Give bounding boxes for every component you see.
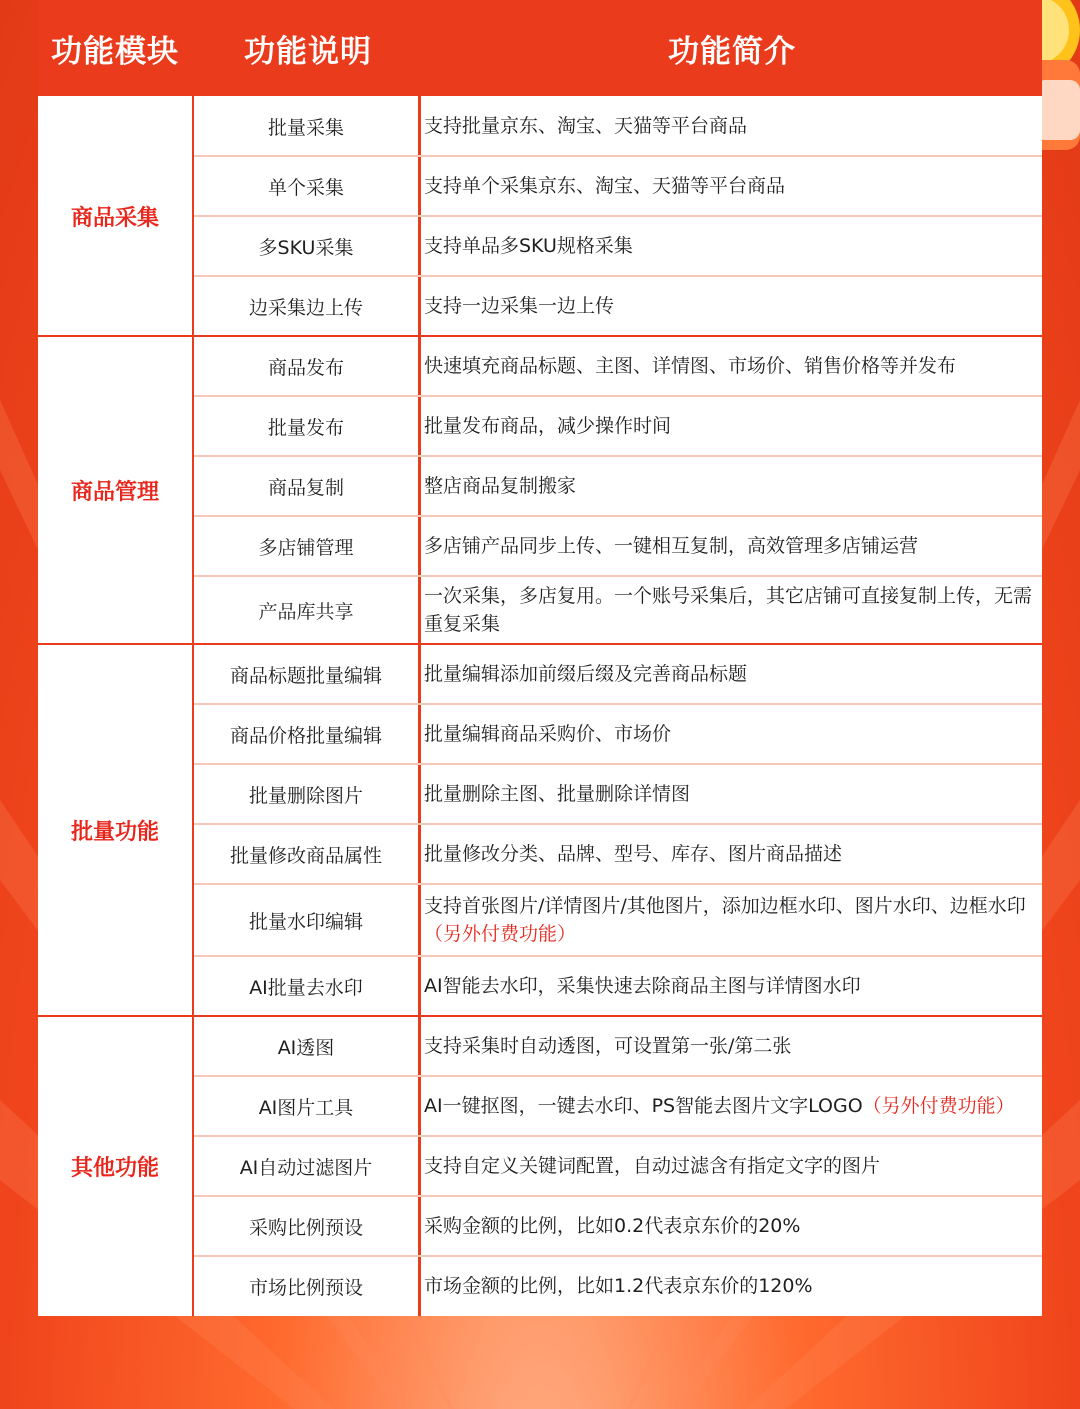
paid-feature-note: （另外付费功能） xyxy=(862,1095,1015,1117)
feature-description xyxy=(424,336,1034,396)
description-text: 支持单品多SKU规格采集 xyxy=(424,235,633,257)
description-text: 批量编辑商品采购价、市场价 xyxy=(424,723,672,745)
description-text: 整店商品复制搬家 xyxy=(424,475,577,497)
feature-description xyxy=(424,824,1034,884)
feature-name: 商品发布 xyxy=(267,356,344,379)
feature-name: 单个采集 xyxy=(267,176,344,199)
category-label: 商品采集 xyxy=(70,205,159,231)
description-text: 批量编辑添加前缀后缀及完善商品标题 xyxy=(424,663,748,685)
feature-name: 商品价格批量编辑 xyxy=(229,724,382,747)
feature-description xyxy=(424,704,1034,764)
description-text: 支持批量京东、淘宝、天猫等平台商品 xyxy=(424,115,748,137)
feature-description xyxy=(424,1256,1034,1316)
category-label: 其他功能 xyxy=(70,1155,159,1181)
feature-name: AI图片工具 xyxy=(258,1096,354,1119)
feature-description xyxy=(424,96,1034,156)
header-feature: 功能说明 xyxy=(244,33,372,70)
description-text: 采购金额的比例，比如0.2代表京东价的20% xyxy=(424,1215,801,1237)
description-text: 支持一边采集一边上传 xyxy=(424,295,615,317)
description-text: AI一键抠图，一键去水印、PS智能去图片文字LOGO（另外付费功能） xyxy=(424,1095,1015,1117)
description-text: 快速填充商品标题、主图、详情图、市场价、销售价格等并发布 xyxy=(424,355,957,377)
header-module: 功能模块 xyxy=(51,33,179,70)
feature-description xyxy=(424,644,1034,704)
feature-name: 批量采集 xyxy=(267,116,344,139)
feature-name: 边采集边上传 xyxy=(248,296,363,319)
feature-description xyxy=(424,156,1034,216)
feature-name: 批量删除图片 xyxy=(248,784,363,807)
row-divider xyxy=(194,215,1042,217)
feature-description xyxy=(424,516,1034,576)
row-divider xyxy=(194,823,1042,825)
feature-description xyxy=(424,396,1034,456)
feature-name: AI自动过滤图片 xyxy=(239,1156,373,1179)
feature-name: 采购比例预设 xyxy=(248,1216,363,1239)
description-text: 批量修改分类、品牌、型号、库存、图片商品描述 xyxy=(424,843,843,865)
row-divider xyxy=(194,395,1042,397)
feature-name: AI批量去水印 xyxy=(249,976,363,999)
feature-name: 多SKU采集 xyxy=(258,236,354,259)
feature-name: 多店铺管理 xyxy=(258,536,354,559)
feature-description xyxy=(424,216,1034,276)
row-divider xyxy=(194,955,1042,957)
description-text: 支持单个采集京东、淘宝、天猫等平台商品 xyxy=(424,175,786,197)
feature-name: 市场比例预设 xyxy=(248,1276,363,1299)
row-divider xyxy=(194,1135,1042,1137)
feature-name: 批量水印编辑 xyxy=(248,910,363,933)
description-text: 批量删除主图、批量删除详情图 xyxy=(424,783,691,805)
row-divider xyxy=(194,515,1042,517)
category-label: 批量功能 xyxy=(70,819,159,845)
description-text: 市场金额的比例，比如1.2代表京东价的120% xyxy=(424,1275,813,1297)
description-text: 一次采集，多店复用。一个账号采集后，其它店铺可直接复制上传，无需重复采集 xyxy=(424,585,1033,635)
row-divider xyxy=(194,155,1042,157)
description-text: 批量发布商品，减少操作时间 xyxy=(424,415,672,437)
feature-description xyxy=(424,276,1034,336)
feature-description xyxy=(424,884,1034,956)
category-label: 商品管理 xyxy=(70,479,159,505)
feature-name: 商品复制 xyxy=(267,476,344,499)
feature-description xyxy=(424,456,1034,516)
description-text: 支持首张图片/详情图片/其他图片，添加边框水印、图片水印、边框水印（另外付费功能） xyxy=(424,895,1026,945)
paid-feature-note: （另外付费功能） xyxy=(424,923,577,945)
feature-description xyxy=(424,576,1034,644)
row-divider xyxy=(194,1255,1042,1257)
feature-description xyxy=(424,956,1034,1016)
description-text: 支持采集时自动透图，可设置第一张/第二张 xyxy=(424,1035,792,1057)
description-text: 支持自定义关键词配置，自动过滤含有指定文字的图片 xyxy=(424,1155,881,1177)
header-description: 功能简介 xyxy=(668,33,796,70)
feature-name: 批量发布 xyxy=(267,416,344,439)
description-text: AI智能去水印，采集快速去除商品主图与详情图水印 xyxy=(424,975,861,997)
feature-description xyxy=(424,1196,1034,1256)
row-divider xyxy=(194,883,1042,885)
feature-name: 商品标题批量编辑 xyxy=(229,664,382,687)
feature-table xyxy=(38,0,1042,1316)
row-divider xyxy=(194,275,1042,277)
description-text: 多店铺产品同步上传、一键相互复制，高效管理多店铺运营 xyxy=(424,535,919,557)
row-divider xyxy=(194,575,1042,577)
column-divider xyxy=(418,96,421,1316)
row-divider xyxy=(194,763,1042,765)
feature-name: 批量修改商品属性 xyxy=(229,844,382,867)
feature-description xyxy=(424,1076,1034,1136)
row-divider xyxy=(194,1075,1042,1077)
table-header xyxy=(38,0,1042,96)
feature-description xyxy=(424,1136,1034,1196)
feature-name: AI透图 xyxy=(277,1036,335,1059)
row-divider xyxy=(194,455,1042,457)
row-divider xyxy=(194,703,1042,705)
feature-name: 产品库共享 xyxy=(258,600,354,623)
row-divider xyxy=(194,1195,1042,1197)
feature-description xyxy=(424,1016,1034,1076)
feature-description xyxy=(424,764,1034,824)
